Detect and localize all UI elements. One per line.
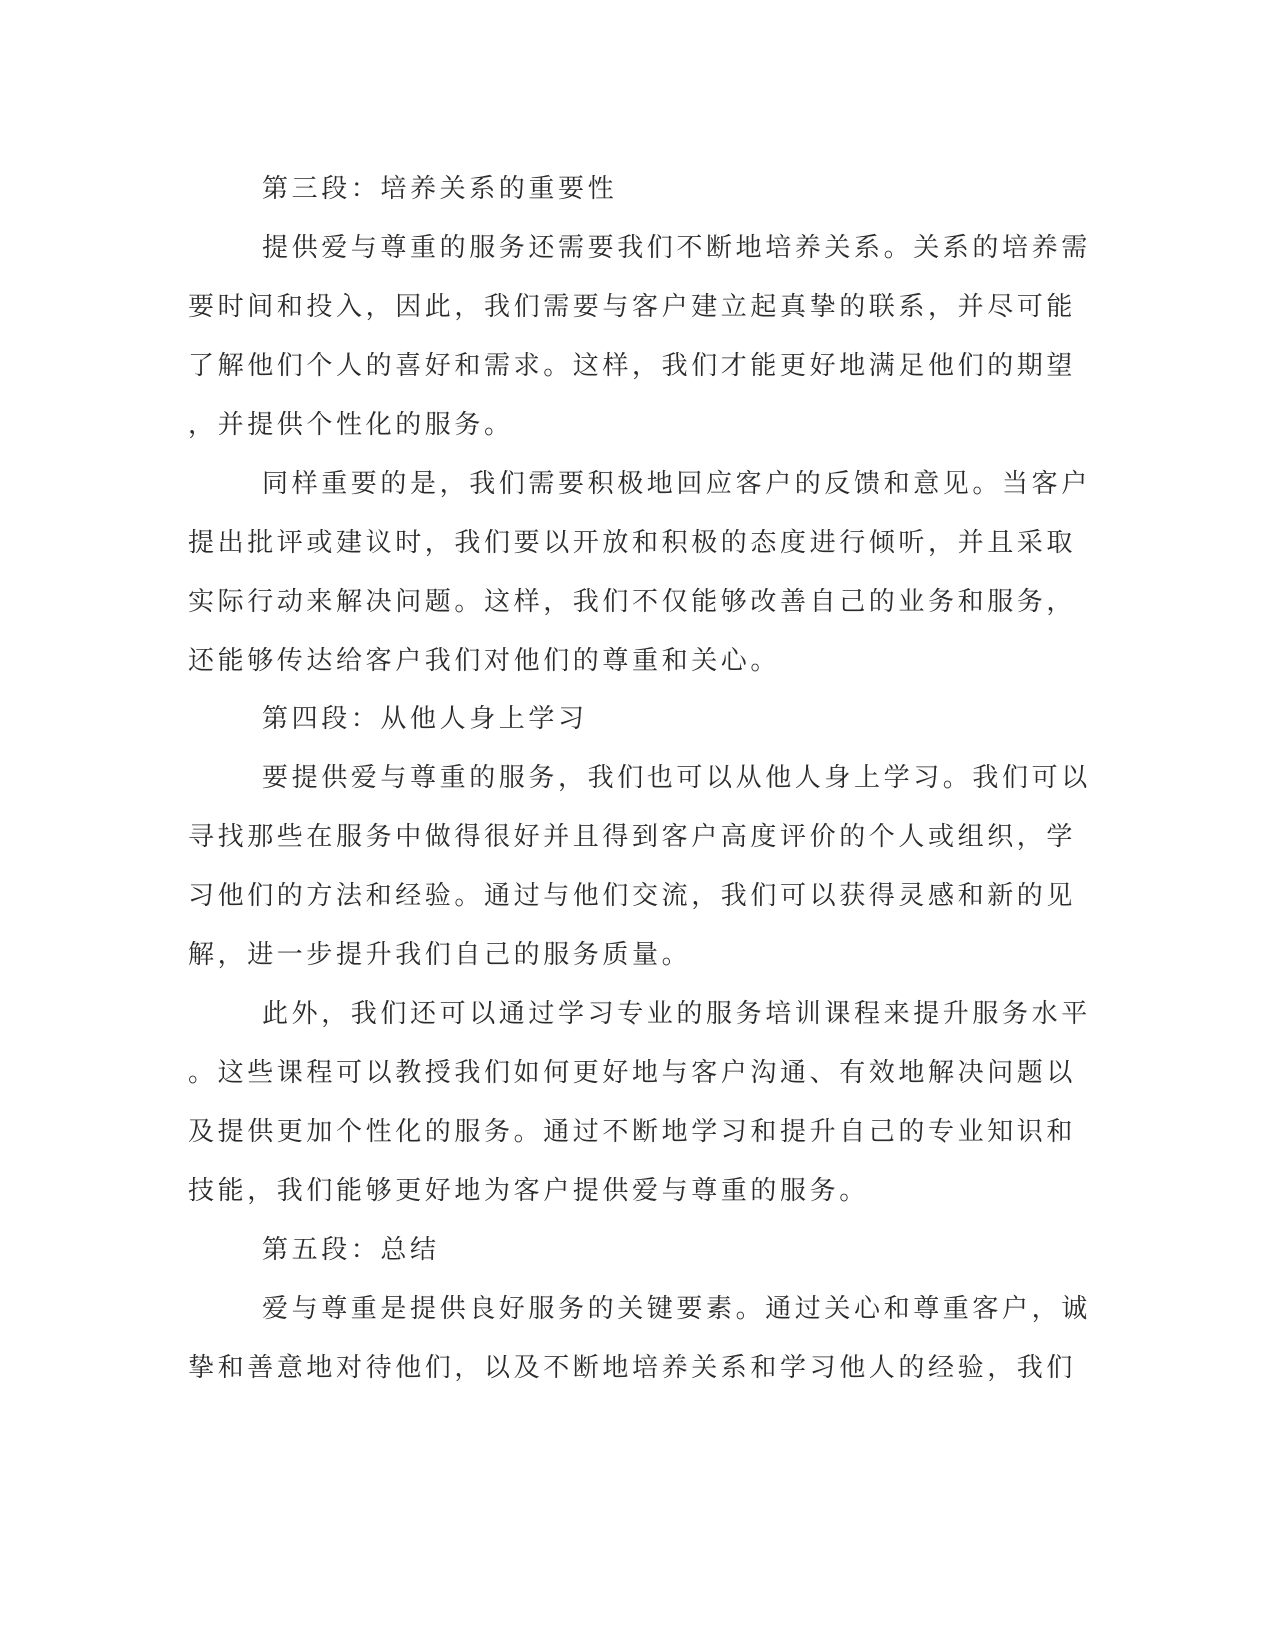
- paragraph-line: 实际行动来解决问题。这样，我们不仅能够改善自己的业务和服务，: [188, 587, 1077, 617]
- paragraph-line: 爱与尊重是提供良好服务的关键要素。通过关心和尊重客户，诚: [262, 1294, 1091, 1324]
- paragraph-line: 此外，我们还可以通过学习专业的服务培训课程来提升服务水平: [262, 999, 1091, 1029]
- paragraph-line: 提出批评或建议时，我们要以开放和积极的态度进行倾听，并且采取: [188, 528, 1077, 558]
- paragraph-line: 提供爱与尊重的服务还需要我们不断地培养关系。关系的培养需: [262, 233, 1091, 263]
- paragraph-line: 技能，我们能够更好地为客户提供爱与尊重的服务。: [188, 1176, 869, 1206]
- paragraph-line: 及提供更加个性化的服务。通过不断地学习和提升自己的专业知识和: [188, 1117, 1077, 1147]
- paragraph-line: 同样重要的是，我们需要积极地回应客户的反馈和意见。当客户: [262, 469, 1091, 499]
- paragraph-line: 了解他们个人的喜好和需求。这样，我们才能更好地满足他们的期望: [188, 351, 1077, 381]
- section-heading-4: 第四段：从他人身上学习: [262, 704, 588, 734]
- paragraph-line: ，并提供个性化的服务。: [188, 410, 514, 440]
- paragraph-line: 。这些课程可以教授我们如何更好地与客户沟通、有效地解决问题以: [188, 1058, 1077, 1088]
- paragraph-line: 习他们的方法和经验。通过与他们交流，我们可以获得灵感和新的见: [188, 881, 1077, 911]
- paragraph-line: 挚和善意地对待他们，以及不断地培养关系和学习他人的经验，我们: [188, 1353, 1077, 1383]
- section-heading-5: 第五段：总结: [262, 1235, 440, 1265]
- paragraph-line: 解，进一步提升我们自己的服务质量。: [188, 940, 692, 970]
- paragraph-line: 要提供爱与尊重的服务，我们也可以从他人身上学习。我们可以: [262, 763, 1091, 793]
- section-heading-3: 第三段：培养关系的重要性: [262, 174, 618, 204]
- paragraph-line: 寻找那些在服务中做得很好并且得到客户高度评价的个人或组织，学: [188, 822, 1077, 852]
- paragraph-line: 还能够传达给客户我们对他们的尊重和关心。: [188, 646, 781, 676]
- paragraph-line: 要时间和投入，因此，我们需要与客户建立起真挚的联系，并尽可能: [188, 292, 1077, 322]
